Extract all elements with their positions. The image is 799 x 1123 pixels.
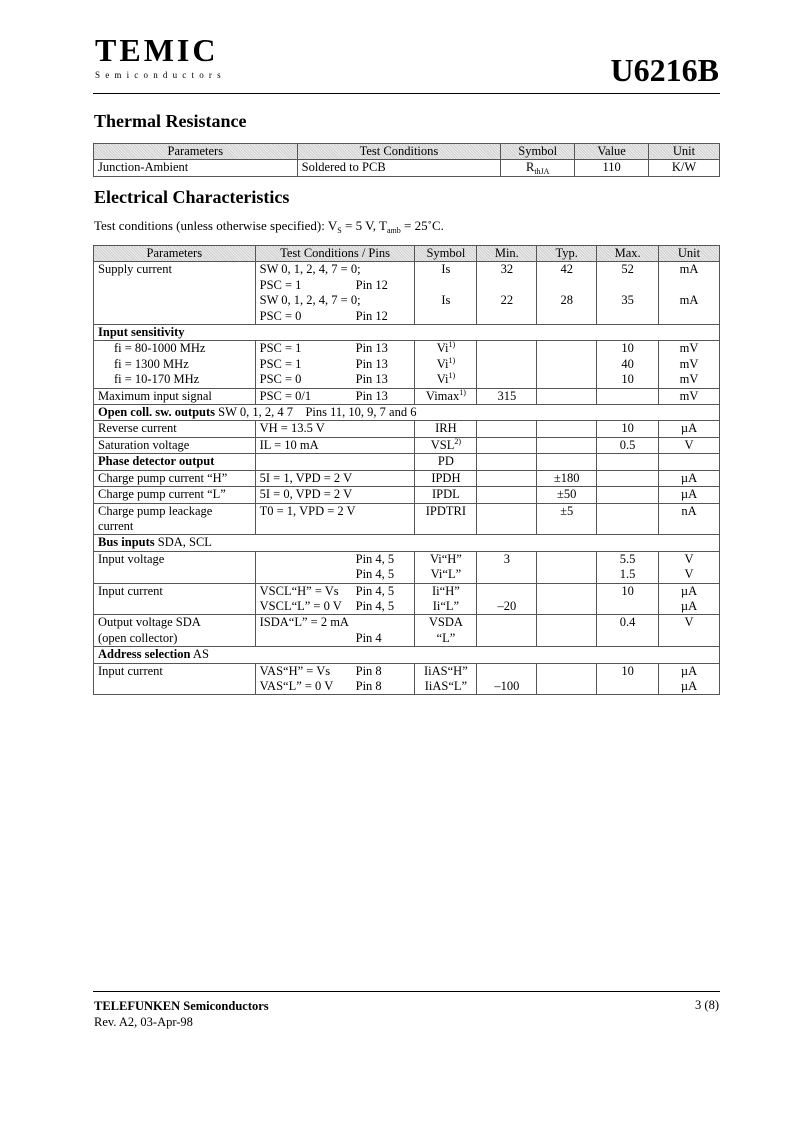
val: 40 [621, 356, 634, 371]
table-row [94, 262, 720, 325]
typ-cell [537, 437, 597, 453]
symbol-cell [415, 551, 477, 583]
symbol-cell: IPDTRI [415, 503, 477, 535]
max-cell [597, 487, 659, 503]
pin-text: Pin 12 [355, 308, 388, 323]
unit-cell: mV [659, 388, 720, 404]
val: IiAS“H” [424, 663, 468, 678]
typ-cell: ±5 [537, 503, 597, 535]
min-cell [477, 437, 537, 453]
symbol-cell [415, 615, 477, 647]
val: µA [680, 598, 698, 613]
condition-cell [255, 341, 415, 388]
val: 5.5 [619, 551, 636, 566]
tc-mid: = 5 V, T [341, 218, 387, 233]
table-row [94, 503, 720, 535]
symbol-cell [415, 583, 477, 615]
unit-cell [659, 663, 720, 695]
unit-cell [659, 341, 720, 388]
val: 10 [621, 663, 634, 678]
param-cell: Junction-Ambient [94, 160, 298, 176]
symbol-text: R [525, 160, 535, 175]
val: µA [680, 583, 698, 598]
section-row [94, 535, 720, 551]
section-title: Address selection [98, 647, 191, 662]
val: 42 [560, 262, 573, 277]
table-row [94, 388, 720, 404]
min-cell: 315 [477, 388, 537, 404]
section-detail: SDA, SCL [154, 535, 212, 550]
pin-text: Pin 12 [355, 277, 388, 292]
footer-company: TELEFUNKEN Semiconductors [94, 999, 269, 1013]
val: Vi [436, 341, 449, 356]
max-cell [597, 454, 659, 470]
unit-cell: nA [659, 503, 720, 535]
tc-suffix: = 25˚C. [400, 218, 444, 233]
condition-cell [255, 551, 415, 583]
condition-cell [255, 615, 415, 647]
cond-text: VSCL“L” = 0 V [259, 598, 342, 613]
cond-text: VAS“H” = Vs [259, 663, 331, 678]
pin-text: Pin 4, 5 [355, 551, 395, 566]
thermal-resistance-title: Thermal Resistance [94, 111, 247, 131]
section-row [94, 325, 720, 341]
param-cell: Maximum input signal [94, 388, 256, 404]
cond-text: PSC = 1 [259, 356, 302, 371]
val: Ii“L” [432, 598, 460, 613]
section-heading: Input sensitivity [94, 325, 720, 341]
min-cell [477, 663, 537, 695]
value-cell: 110 [575, 160, 649, 176]
symbol-cell [415, 262, 477, 325]
section-heading [94, 535, 720, 551]
electrical-characteristics-table [93, 245, 720, 695]
max-cell [597, 663, 659, 695]
cond-text: ISDA“L” = 2 mA [259, 615, 349, 630]
symbol-cell: PD [415, 454, 477, 470]
table-row [94, 421, 720, 437]
col-header: Typ. [537, 246, 597, 262]
symbol-cell [501, 160, 575, 176]
cond-line: SW 0, 1, 2, 4, 7 = 0; [259, 293, 361, 308]
table-row [94, 160, 720, 176]
val: Vi“H” [429, 551, 462, 566]
col-header: Parameters [94, 246, 256, 262]
min-cell [477, 487, 537, 503]
unit-cell: µA [659, 421, 720, 437]
unit-cell [659, 583, 720, 615]
typ-cell [537, 262, 597, 325]
footer-divider [93, 991, 720, 992]
cond-line [260, 278, 411, 293]
val: “L” [436, 630, 456, 645]
table-row [94, 663, 720, 695]
typ-cell [537, 615, 597, 647]
logo-main-text: TEMIC [95, 32, 219, 68]
pin-text: Pin 13 [355, 372, 388, 387]
unit-cell [659, 454, 720, 470]
electrical-characteristics-title: Electrical Characteristics [94, 187, 290, 207]
val: 32 [500, 262, 514, 277]
param-cell: Reverse current [94, 421, 256, 437]
max-cell [597, 551, 659, 583]
section-title: Bus inputs [98, 535, 155, 550]
col-header: Test Conditions / Pins [255, 246, 415, 262]
min-cell [477, 615, 537, 647]
param-cell: Input voltage [94, 551, 256, 583]
table-row [94, 487, 720, 503]
footnote-mark: 1) [459, 387, 466, 397]
param-cell: Supply current [94, 262, 256, 325]
param-cell [94, 503, 256, 535]
pin-text: Pin 8 [355, 663, 382, 678]
condition-cell: IL = 10 mA [255, 437, 415, 453]
val: mA [679, 262, 699, 277]
footnote-mark: 1) [448, 371, 456, 381]
temic-logo [95, 34, 226, 80]
section-detail: SW 0, 1, 2, 4 7 Pins 11, 10, 9, 7 and 6 [215, 405, 417, 420]
table-row [94, 615, 720, 647]
table-header-row [94, 144, 720, 160]
val: Is [441, 262, 451, 277]
pin-text: Pin 13 [355, 341, 388, 356]
val: fi = 80-1000 MHz [114, 341, 206, 356]
condition-cell: T0 = 1, VPD = 2 V [255, 503, 415, 535]
unit-cell [659, 262, 720, 325]
footnote-mark: 2) [454, 436, 462, 446]
tc-vs-sub: S [337, 226, 342, 235]
condition-cell: VH = 13.5 V [255, 421, 415, 437]
condition-cell: 5I = 0, VPD = 2 V [255, 487, 415, 503]
symbol-cell [415, 437, 477, 453]
val: Vimax [425, 388, 460, 403]
section-row [94, 454, 720, 470]
val: V [684, 567, 694, 582]
val: –100 [494, 678, 520, 693]
cond-text: VSCL“H” = Vs [259, 583, 339, 598]
val: Ii“H” [432, 583, 460, 598]
condition-cell [255, 663, 415, 695]
page-number: 3 (8) [695, 998, 719, 1012]
col-header: Min. [477, 246, 537, 262]
val: –20 [497, 598, 517, 613]
val: Is [441, 293, 451, 308]
val: VSDA [428, 615, 463, 630]
val: current [98, 518, 134, 533]
val: mV [679, 356, 699, 371]
col-header: Test Conditions [297, 144, 501, 160]
val: Vi [436, 372, 449, 387]
max-cell: 10 [597, 421, 659, 437]
symbol-cell [415, 663, 477, 695]
val: 1.5 [619, 567, 636, 582]
table-row [94, 437, 720, 453]
val: mV [679, 372, 699, 387]
typ-cell [537, 341, 597, 388]
param-cell: Charge pump current “L” [94, 487, 256, 503]
min-cell [477, 551, 537, 583]
unit-cell [659, 551, 720, 583]
footnote-mark: 1) [448, 340, 456, 350]
param-cell: Input current [94, 583, 256, 615]
tc-prefix: Test conditions (unless otherwise specified): V [94, 218, 338, 233]
min-cell [477, 341, 537, 388]
val: 35 [621, 293, 634, 308]
typ-cell [537, 583, 597, 615]
max-cell [597, 583, 659, 615]
param-cell [94, 615, 256, 647]
pin-text: Pin 8 [355, 678, 382, 693]
unit-cell: V [659, 437, 720, 453]
max-cell: 0.5 [597, 437, 659, 453]
condition-cell [255, 262, 415, 325]
unit-cell: µA [659, 470, 720, 486]
pin-text: Pin 13 [355, 356, 388, 371]
condition-cell: Soldered to PCB [297, 160, 501, 176]
cond-line [260, 309, 411, 324]
typ-cell [537, 421, 597, 437]
typ-cell [537, 388, 597, 404]
min-cell [477, 470, 537, 486]
symbol-cell [415, 388, 477, 404]
table-row [94, 583, 720, 615]
typ-cell: ±50 [537, 487, 597, 503]
section-row [94, 647, 720, 663]
thermal-resistance-table [93, 143, 720, 177]
val: Output voltage SDA [98, 615, 201, 630]
val: µA [680, 663, 698, 678]
max-cell: 0.4 [597, 615, 659, 647]
val: 28 [560, 293, 573, 308]
param-cell: Saturation voltage [94, 437, 256, 453]
val: mA [679, 293, 699, 308]
val: 10 [621, 341, 634, 356]
cond-text: PSC = 1 [259, 341, 302, 356]
max-cell [597, 341, 659, 388]
max-cell [597, 470, 659, 486]
pin-text: Pin 4, 5 [355, 567, 395, 582]
unit-cell: K/W [649, 160, 720, 176]
header-divider [93, 93, 720, 94]
pin-text: Pin 13 [355, 388, 388, 403]
col-header: Symbol [501, 144, 575, 160]
condition-cell [255, 454, 415, 470]
pin-text: Pin 4, 5 [355, 583, 395, 598]
val: VSL [430, 437, 455, 452]
cond-text: VAS“L” = 0 V [259, 678, 334, 693]
col-header: Parameters [94, 144, 298, 160]
param-cell [94, 341, 256, 388]
param-cell: Input current [94, 663, 256, 695]
min-cell [477, 421, 537, 437]
min-cell [477, 583, 537, 615]
section-heading [94, 405, 720, 421]
cond-text: PSC = 0 [259, 372, 302, 387]
logo-sub-text: Semiconductors [95, 70, 226, 80]
test-conditions-note [94, 218, 444, 234]
section-title: Open coll. sw. outputs [98, 405, 216, 420]
val: fi = 10-170 MHz [114, 372, 200, 387]
part-number: U6216B [610, 52, 719, 88]
max-cell [597, 388, 659, 404]
val: 3 [503, 551, 510, 566]
max-cell [597, 262, 659, 325]
param-cell: Charge pump current “H” [94, 470, 256, 486]
val: 10 [621, 372, 634, 387]
cond-line: SW 0, 1, 2, 4, 7 = 0; [259, 262, 361, 277]
val: 22 [500, 293, 514, 308]
col-header: Value [575, 144, 649, 160]
typ-cell [537, 551, 597, 583]
val: Vi“L” [430, 567, 462, 582]
symbol-cell: IPDL [415, 487, 477, 503]
val: (open collector) [98, 630, 178, 645]
val: fi = 1300 MHz [114, 356, 189, 371]
min-cell [477, 503, 537, 535]
max-cell [597, 503, 659, 535]
cond-text: PSC = 1 [259, 277, 302, 292]
cond-text: PSC = 0/1 [259, 388, 312, 403]
val: Vi [436, 356, 449, 371]
col-header: Unit [659, 246, 720, 262]
table-row [94, 551, 720, 583]
section-heading: Phase detector output [94, 454, 256, 470]
cond-text: PSC = 0 [259, 308, 302, 323]
unit-cell: V [659, 615, 720, 647]
condition-cell [255, 583, 415, 615]
typ-cell [537, 454, 597, 470]
condition-cell [255, 388, 415, 404]
min-cell [477, 262, 537, 325]
symbol-subscript: thJA [534, 167, 550, 177]
col-header: Max. [597, 246, 659, 262]
symbol-cell: IRH [415, 421, 477, 437]
col-header: Symbol [415, 246, 477, 262]
footer-revision: Rev. A2, 03-Apr-98 [94, 1015, 193, 1029]
table-row [94, 341, 720, 388]
symbol-cell [415, 341, 477, 388]
section-detail: AS [190, 647, 209, 662]
col-header: Unit [649, 144, 720, 160]
val: mV [679, 341, 699, 356]
section-heading [94, 647, 720, 663]
val: V [684, 551, 694, 566]
section-row [94, 405, 720, 421]
val: Charge pump leackage [98, 503, 213, 518]
symbol-cell: IPDH [415, 470, 477, 486]
tc-tamb-sub: amb [387, 226, 401, 235]
table-header-row [94, 246, 720, 262]
pin-text: Pin 4, 5 [355, 598, 395, 613]
footnote-mark: 1) [448, 355, 456, 365]
val: µA [680, 678, 698, 693]
min-cell [477, 454, 537, 470]
val: 10 [621, 583, 634, 598]
table-row [94, 470, 720, 486]
condition-cell: 5I = 1, VPD = 2 V [255, 470, 415, 486]
footer-left [94, 998, 269, 1030]
unit-cell: µA [659, 487, 720, 503]
val: 52 [621, 262, 634, 277]
typ-cell: ±180 [537, 470, 597, 486]
typ-cell [537, 663, 597, 695]
val: IiAS“L” [424, 678, 468, 693]
pin-text: Pin 4 [355, 630, 382, 645]
